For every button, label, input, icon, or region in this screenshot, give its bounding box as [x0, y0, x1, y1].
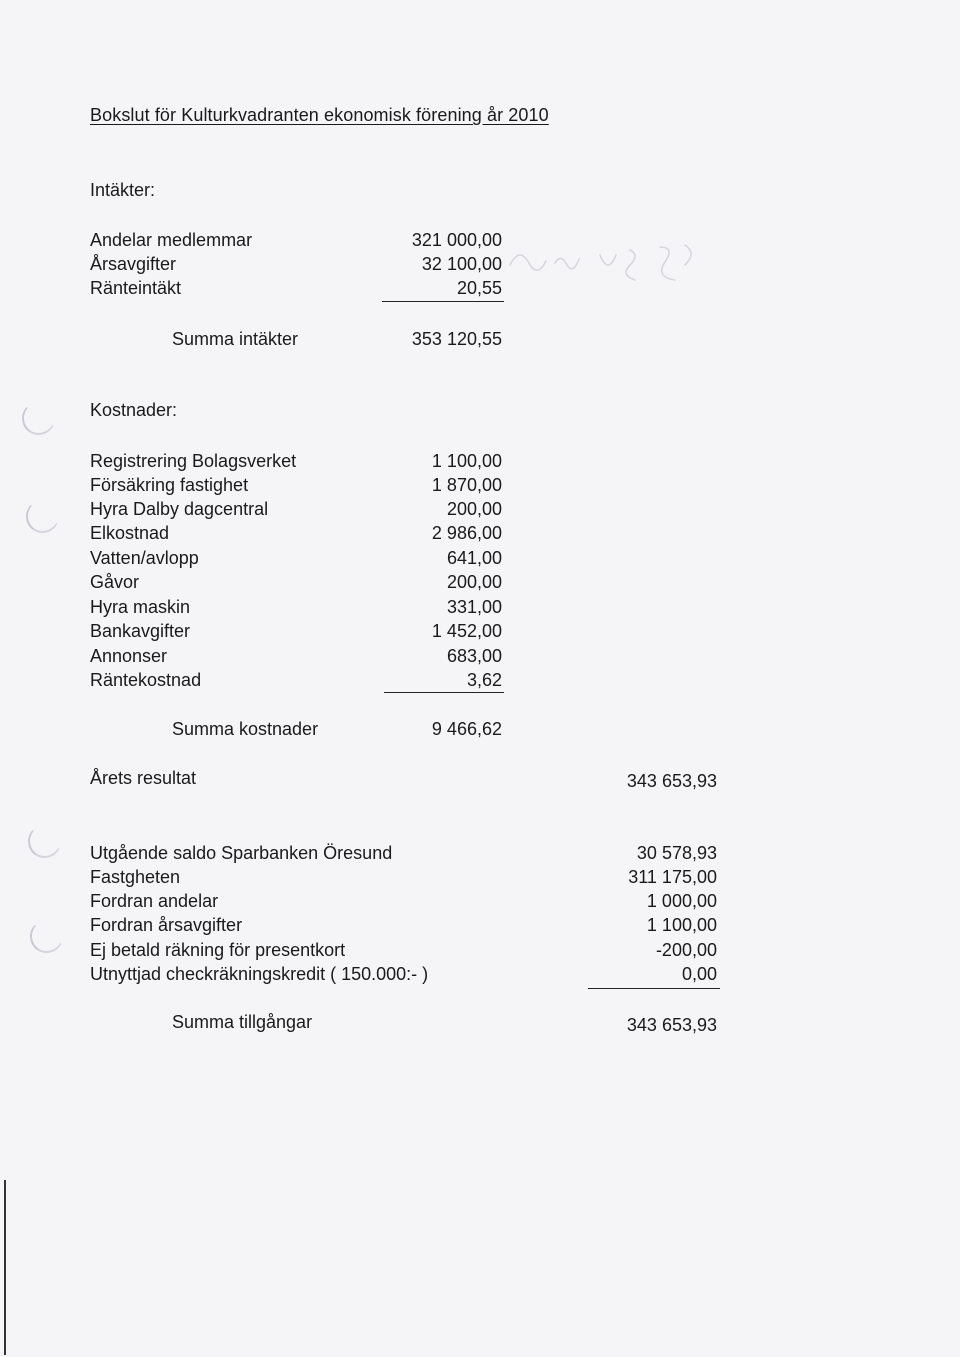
- cost-row: [90, 473, 502, 497]
- asset-amount: 311 175,00: [628, 867, 717, 887]
- costs-sum-amount: 9 466,62: [431, 719, 502, 739]
- cost-amount: 200,00: [446, 572, 502, 592]
- cost-amount: 1 870,00: [431, 475, 502, 495]
- costs-sum-label: Summa kostnader: [172, 719, 319, 739]
- asset-label: Utgående saldo Sparbanken Öresund: [90, 843, 393, 863]
- asset-amount: -200,00: [655, 940, 717, 960]
- result-label: Årets resultat: [90, 768, 197, 788]
- asset-row: [90, 865, 717, 889]
- cost-label: Räntekostnad: [90, 670, 202, 690]
- asset-label: Fordran andelar: [90, 891, 219, 911]
- assets-sum-amount: 343 653,93: [626, 1015, 717, 1035]
- cost-label: Försäkring fastighet: [90, 475, 249, 495]
- asset-amount: 30 578,93: [636, 843, 717, 863]
- document-title: Bokslut för Kulturkvadranten ekonomisk förening år 2010: [90, 105, 549, 125]
- cost-label: Registrering Bolagsverket: [90, 451, 297, 471]
- asset-label: Fastgheten: [90, 867, 181, 887]
- income-sum-amount: 353 120,55: [411, 329, 502, 349]
- pencil-scribble: [500, 235, 710, 285]
- cost-label: Bankavgifter: [90, 621, 191, 641]
- income-row: [90, 276, 502, 300]
- cost-label: Annonser: [90, 646, 168, 666]
- cost-row: [90, 497, 502, 521]
- asset-label: Fordran årsavgifter: [90, 915, 243, 935]
- assets-sum-rule: [588, 988, 720, 989]
- binder-hole: [19, 399, 57, 437]
- income-sum-row: [172, 327, 502, 351]
- asset-amount: 0,00: [681, 964, 717, 984]
- asset-row: [90, 841, 717, 865]
- income-sum-rule: [382, 301, 504, 302]
- income-heading: Intäkter:: [90, 180, 156, 200]
- cost-row: [90, 619, 502, 643]
- asset-amount: 1 100,00: [646, 915, 717, 935]
- cost-row: [90, 521, 502, 545]
- income-label: Ränteintäkt: [90, 278, 182, 298]
- cost-label: Hyra maskin: [90, 597, 191, 617]
- binder-hole: [27, 917, 65, 955]
- cost-label: Hyra Dalby dagcentral: [90, 499, 269, 519]
- costs-heading: Kostnader:: [90, 400, 178, 420]
- costs-sum-row: [172, 717, 502, 741]
- asset-amount: 1 000,00: [646, 891, 717, 911]
- asset-row: [90, 962, 717, 986]
- cost-label: Gåvor: [90, 572, 140, 592]
- asset-label: Ej betald räkning för presentkort: [90, 940, 346, 960]
- cost-amount: 1 100,00: [431, 451, 502, 471]
- asset-row: [90, 889, 717, 913]
- costs-sum-rule: [384, 692, 504, 693]
- cost-row: [90, 570, 502, 594]
- binder-hole: [23, 497, 61, 535]
- result-amount: 343 653,93: [626, 771, 717, 791]
- cost-amount: 200,00: [446, 499, 502, 519]
- cost-amount: 3,62: [466, 670, 502, 690]
- scan-edge-mark: [4, 1180, 6, 1355]
- binder-hole: [25, 822, 63, 860]
- income-row: [90, 252, 502, 276]
- cost-row: [90, 668, 502, 692]
- assets-sum-label: Summa tillgångar: [172, 1012, 313, 1032]
- asset-label: Utnyttjad checkräkningskredit ( 150.000:- ): [90, 964, 429, 984]
- cost-amount: 641,00: [446, 548, 502, 568]
- cost-label: Elkostnad: [90, 523, 170, 543]
- income-sum-label: Summa intäkter: [172, 329, 299, 349]
- cost-row: [90, 595, 502, 619]
- cost-amount: 683,00: [446, 646, 502, 666]
- cost-row: [90, 546, 502, 570]
- income-amount: 321 000,00: [411, 230, 502, 250]
- cost-amount: 331,00: [446, 597, 502, 617]
- income-amount: 32 100,00: [421, 254, 502, 274]
- result-row: [90, 766, 717, 790]
- cost-amount: 1 452,00: [431, 621, 502, 641]
- cost-label: Vatten/avlopp: [90, 548, 199, 568]
- income-row: [90, 228, 502, 252]
- asset-row: [90, 938, 717, 962]
- cost-row: [90, 449, 502, 473]
- cost-row: [90, 644, 502, 668]
- income-label: Andelar medlemmar: [90, 230, 253, 250]
- cost-amount: 2 986,00: [431, 523, 502, 543]
- asset-row: [90, 913, 717, 937]
- assets-sum-row: [172, 1010, 717, 1034]
- income-amount: 20,55: [456, 278, 502, 298]
- income-label: Årsavgifter: [90, 254, 177, 274]
